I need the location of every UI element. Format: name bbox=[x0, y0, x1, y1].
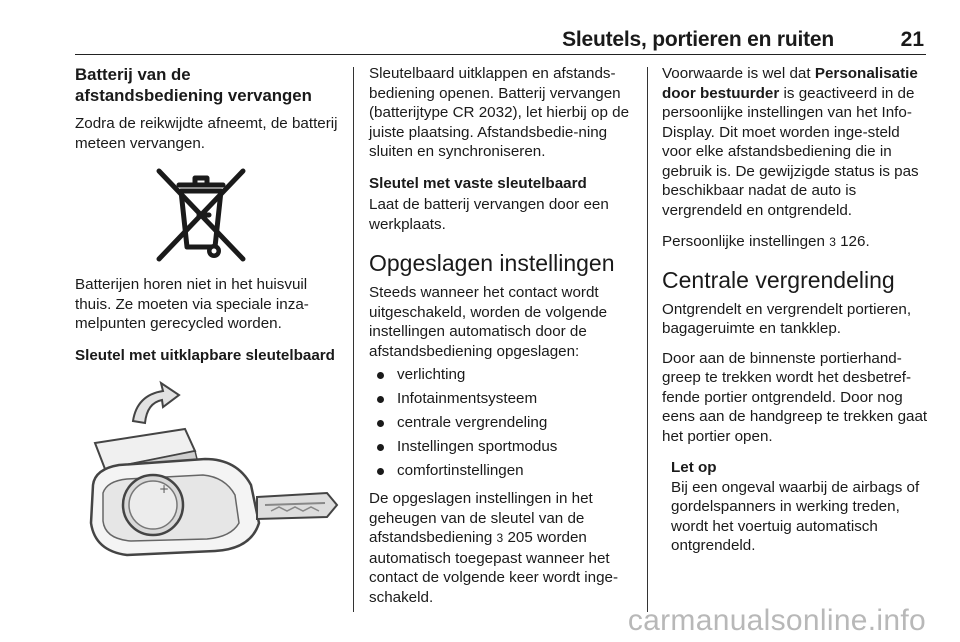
page-reference-link[interactable]: 205 bbox=[507, 529, 533, 546]
svg-text:+: + bbox=[159, 482, 170, 496]
battery-intro-text: Zodra de reikwijdte afneemt, de batterij meteen vervangen. bbox=[75, 115, 338, 152]
stored-settings-intro: Steeds wanneer het contact wordt uitgeschakeld, worden de volgende instellingen automatisch door de afstandsbediening opgeslagen: bbox=[369, 284, 608, 360]
crossed-out-bin-icon bbox=[151, 165, 251, 265]
watermark: carmanualsonline.info bbox=[627, 604, 926, 637]
battery-disposal-text: Batterijen horen niet in het huisvuil thuis. Ze moeten via speciale inza-melpunten gerecycled worden. bbox=[75, 276, 309, 332]
bullet-icon bbox=[377, 444, 384, 451]
fixed-key-text: Laat de batterij vervangen door een werkplaats. bbox=[369, 196, 609, 233]
personal-settings-reference: Persoonlijke instellingen 3 126. bbox=[662, 233, 870, 250]
bullet-icon bbox=[377, 372, 384, 379]
central-locking-title: Centrale vergrendeling bbox=[662, 266, 895, 293]
battery-heading: Batterij van de afstandsbediening vervangen bbox=[75, 65, 312, 105]
note-box bbox=[662, 458, 928, 556]
page-header bbox=[75, 24, 926, 55]
list-item: Infotainmentsysteem bbox=[369, 387, 634, 411]
list-item: Instellingen sportmodus bbox=[369, 435, 634, 459]
column-divider-2 bbox=[647, 67, 648, 612]
battery-replace-steps: Sleutelbaard uitklappen en afstands-bediening openen. Batterij vervangen (batterijtype CR 2032), let hierbij op de juiste plaatsing. Afstandsbedie-ning sluiten en synchroniseren. bbox=[369, 65, 630, 160]
column-2 bbox=[369, 64, 634, 619]
bullet-icon bbox=[377, 396, 384, 403]
key-battery-illustration bbox=[75, 373, 340, 598]
page-title: Sleutels, portieren en ruiten bbox=[562, 28, 834, 51]
page-number: 21 bbox=[900, 28, 924, 51]
list-item: verlichting bbox=[369, 363, 634, 387]
stored-settings-list bbox=[369, 363, 634, 483]
list-item: centrale vergrendeling bbox=[369, 411, 634, 435]
list-item: comfortinstellingen bbox=[369, 459, 634, 483]
stored-settings-title: Opgeslagen instellingen bbox=[369, 250, 615, 276]
bullet-icon bbox=[377, 420, 384, 427]
note-text: Bij een ongeval waarbij de airbags of gordelspanners in werking treden, wordt het voertuig automatisch ontgrendeld. bbox=[671, 478, 920, 554]
page-reference-link[interactable]: 126. bbox=[840, 233, 870, 250]
door-handle-text: Door aan de binnenste portierhand-greep te trekken wordt het desbetref-fende portier ontgrendeld. Door nog eens aan de handgreep te trekken gaat het portier open. bbox=[662, 349, 928, 445]
page-reference-arrow-icon: 3 bbox=[829, 235, 836, 249]
column-3 bbox=[662, 64, 928, 556]
note-title: Let op bbox=[671, 459, 717, 476]
central-locking-text: Ontgrendelt en vergrendelt portieren, bagageruimte en tankklep. bbox=[662, 300, 912, 337]
page-reference-arrow-icon: 3 bbox=[496, 531, 504, 545]
stored-settings-text: De opgeslagen instellingen in het geheugen van de sleutel van de afstandsbediening 3 205 worden automatisch toegepast wanneer het contact de volgende keer wordt inge-schakeld. bbox=[369, 490, 619, 606]
column-divider-1 bbox=[353, 67, 354, 612]
personalization-text: Voorwaarde is wel dat Personalisatie door bestuurder is geactiveerd in de persoonlijke instellingen van het Info-Display. Dit moet worden inge-steld voor elke afstandsbediening die in gebruik is. De gewijzigde status is pas beschikbaar nadat de auto is vergrendeld en ontgrendeld. bbox=[662, 65, 919, 219]
column-1 bbox=[75, 64, 340, 598]
bullet-icon bbox=[377, 468, 384, 475]
personalization-term: Personalisatie door bestuurder bbox=[662, 65, 918, 102]
fixed-key-subheading: Sleutel met vaste sleutelbaard bbox=[369, 174, 587, 192]
foldable-key-subheading: Sleutel met uitklapbare sleutelbaard bbox=[75, 346, 335, 364]
